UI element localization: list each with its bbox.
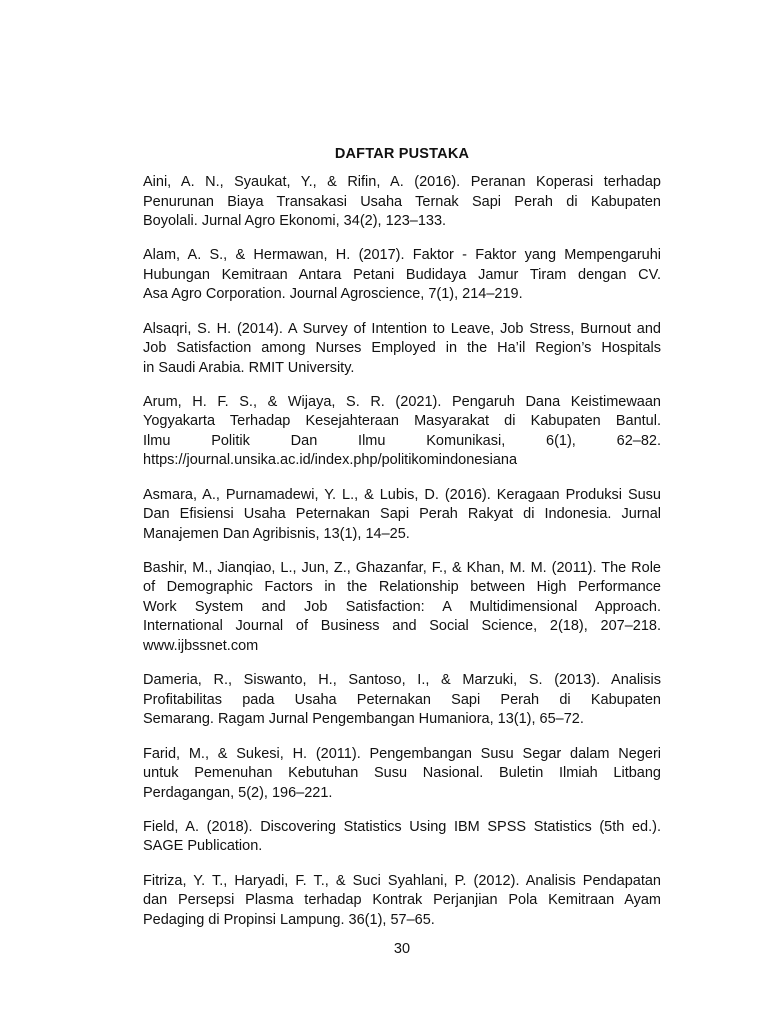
page-number: 30 bbox=[393, 941, 411, 957]
reference-line: Semarang. Ragam Jurnal Pengembangan Humaniora, 13(1), 65–72. bbox=[143, 711, 584, 728]
reference-entry-dameria bbox=[143, 671, 661, 730]
reference-entry-alam bbox=[143, 246, 661, 305]
reference-line: Dameria, R., Siswanto, H., Santoso, I., & Marzuki, S. (2013). Analisis bbox=[143, 672, 661, 689]
reference-entry-field bbox=[143, 818, 661, 857]
reference-list bbox=[143, 173, 661, 945]
reference-line: International Journal of Business and Social Science, 2(18), 207–218. bbox=[143, 618, 661, 635]
reference-line: Hubungan Kemitraan Antara Petani Budidaya Jamur Tiram dengan CV. bbox=[143, 266, 661, 283]
reference-line: Bashir, M., Jianqiao, L., Jun, Z., Ghazanfar, F., & Khan, M. M. (2011). The Role bbox=[143, 559, 661, 576]
reference-entry-bashir bbox=[143, 559, 661, 657]
reference-line: Perdagangan, 5(2), 196–221. bbox=[143, 784, 333, 801]
reference-line: Pedaging di Propinsi Lampung. 36(1), 57–65. bbox=[143, 911, 435, 928]
reference-line: Field, A. (2018). Discovering Statistics Using IBM SPSS Statistics (5th ed.). bbox=[143, 818, 661, 835]
reference-entry-aini bbox=[143, 173, 661, 232]
reference-line: Yogyakarta Terhadap Kesejahteraan Masyarakat di Kabupaten Bantul. bbox=[143, 413, 661, 430]
reference-line: Work System and Job Satisfaction: A Multidimensional Approach. bbox=[143, 598, 661, 615]
reference-entry-alsaqri bbox=[143, 320, 661, 379]
reference-line: Farid, M., & Sukesi, H. (2011). Pengembangan Susu Segar dalam Negeri bbox=[143, 745, 661, 762]
reference-line: Fitriza, Y. T., Haryadi, F. T., & Suci Syahlani, P. (2012). Analisis Pendapatan bbox=[143, 872, 661, 889]
reference-line: Alam, A. S., & Hermawan, H. (2017). Faktor - Faktor yang Mempengaruhi bbox=[143, 247, 661, 264]
page-title: DAFTAR PUSTAKA bbox=[334, 146, 470, 162]
reference-line: Alsaqri, S. H. (2014). A Survey of Intention to Leave, Job Stress, Burnout and bbox=[143, 320, 661, 337]
reference-line: dan Persepsi Plasma terhadap Kontrak Perjanjian Pola Kemitraan Ayam bbox=[143, 892, 661, 909]
reference-line: Penurunan Biaya Transakasi Usaha Ternak Sapi Perah di Kabupaten bbox=[143, 193, 661, 210]
reference-entry-farid bbox=[143, 745, 661, 804]
reference-line: Job Satisfaction among Nurses Employed in the Ha’il Region’s Hospitals bbox=[143, 340, 661, 357]
reference-line: Profitabilitas pada Usaha Peternakan Sapi Perah di Kabupaten bbox=[143, 691, 661, 708]
reference-entry-asmara bbox=[143, 486, 661, 545]
reference-line: SAGE Publication. bbox=[143, 838, 263, 855]
reference-line: Asa Agro Corporation. Journal Agroscience, 7(1), 214–219. bbox=[143, 286, 523, 303]
reference-line: Boyolali. Jurnal Agro Ekonomi, 34(2), 123–133. bbox=[143, 213, 447, 229]
reference-line: Dan Efisiensi Usaha Peternakan Sapi Perah Rakyat di Indonesia. Jurnal bbox=[143, 506, 661, 523]
reference-line: of Demographic Factors in the Relationship between High Performance bbox=[143, 579, 661, 596]
reference-url: www.ijbssnet.com bbox=[143, 637, 259, 654]
reference-entry-arum bbox=[143, 393, 661, 471]
reference-line: untuk Pemenuhan Kebutuhan Susu Nasional. Buletin Ilmiah Litbang bbox=[143, 765, 661, 782]
reference-line: Aini, A. N., Syaukat, Y., & Rifin, A. (2016). Peranan Koperasi terhadap bbox=[143, 174, 661, 190]
reference-line: Asmara, A., Purnamadewi, Y. L., & Lubis, D. (2016). Keragaan Produksi Susu bbox=[143, 486, 661, 503]
reference-line: Ilmu Politik Dan Ilmu Komunikasi, 6(1), 62–82. bbox=[143, 432, 661, 449]
reference-url: https://journal.unsika.ac.id/index.php/politikomindonesiana bbox=[143, 452, 518, 469]
reference-line: Manajemen Dan Agribisnis, 13(1), 14–25. bbox=[143, 525, 410, 542]
reference-entry-fitriza bbox=[143, 872, 661, 931]
reference-line: Arum, H. F. S., & Wijaya, S. R. (2021). Pengaruh Dana Keistimewaan bbox=[143, 393, 661, 410]
reference-line: in Saudi Arabia. RMIT University. bbox=[143, 359, 355, 376]
